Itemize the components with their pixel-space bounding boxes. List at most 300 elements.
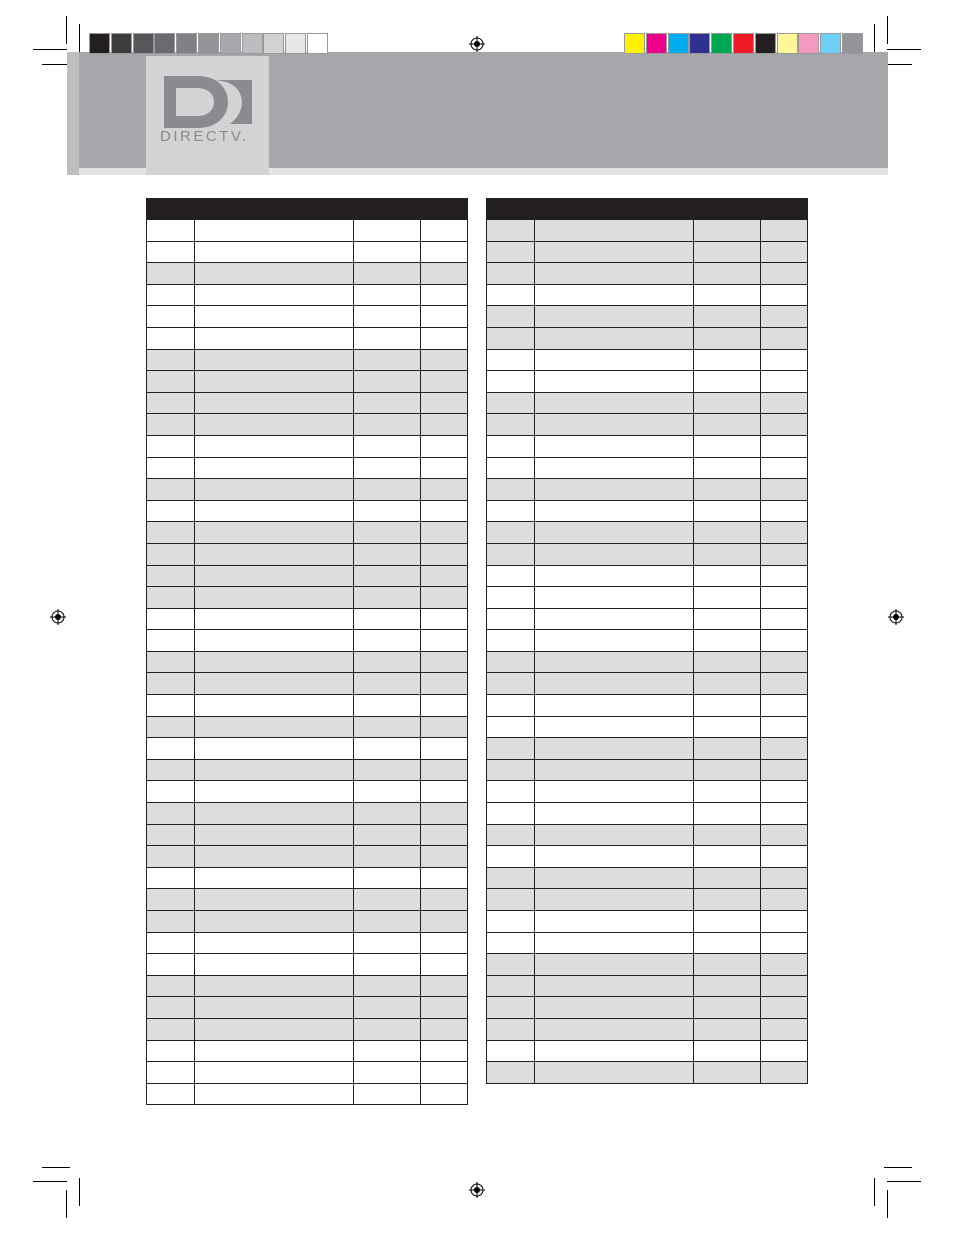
table-cell — [694, 328, 761, 349]
table-cell — [761, 933, 807, 954]
crop-mark — [42, 1167, 70, 1168]
table-cell — [147, 997, 195, 1018]
table-cell — [354, 760, 421, 781]
registration-mark-icon — [469, 1182, 485, 1198]
table-cell — [535, 587, 694, 608]
table-row — [147, 565, 467, 587]
table-cell — [354, 587, 421, 608]
table-row — [147, 543, 467, 565]
table-cell — [147, 263, 195, 284]
table-cell — [195, 587, 354, 608]
table-cell — [421, 825, 467, 846]
table-cell — [761, 350, 807, 371]
logo-panel — [146, 56, 269, 175]
table-cell — [354, 781, 421, 802]
table-cell — [694, 976, 761, 997]
table-cell — [487, 458, 535, 479]
crop-mark — [887, 1181, 921, 1182]
table-cell — [195, 263, 354, 284]
table-cell — [195, 544, 354, 565]
table-cell — [147, 609, 195, 630]
table-cell — [761, 976, 807, 997]
table-cell — [354, 803, 421, 824]
table-cell — [761, 911, 807, 932]
table-cell — [761, 717, 807, 738]
table-row — [147, 392, 467, 414]
table-row — [487, 1018, 807, 1040]
gray-swatch — [307, 33, 328, 54]
crop-mark — [42, 64, 70, 65]
table-cell — [487, 587, 535, 608]
table-cell — [195, 458, 354, 479]
table-row — [487, 888, 807, 910]
table-cell — [694, 522, 761, 543]
table-cell — [694, 738, 761, 759]
table-cell — [535, 846, 694, 867]
table-cell — [535, 350, 694, 371]
table-cell — [354, 1084, 421, 1105]
table-row — [147, 435, 467, 457]
table-cell — [761, 868, 807, 889]
table-cell — [487, 544, 535, 565]
table-cell — [535, 760, 694, 781]
table-cell — [421, 738, 467, 759]
table-cell — [421, 652, 467, 673]
table-cell — [421, 371, 467, 392]
table-cell — [535, 544, 694, 565]
table-cell — [694, 242, 761, 263]
table-cell — [354, 825, 421, 846]
table-row — [487, 629, 807, 651]
table-cell — [354, 436, 421, 457]
table-cell — [147, 371, 195, 392]
table-cell — [535, 263, 694, 284]
table-cell — [421, 544, 467, 565]
table-cell — [487, 1019, 535, 1040]
table-cell — [487, 781, 535, 802]
table-cell — [694, 609, 761, 630]
table-cell — [421, 350, 467, 371]
table-cell — [761, 803, 807, 824]
table-cell — [761, 544, 807, 565]
table-cell — [147, 1084, 195, 1105]
table-row — [147, 284, 467, 306]
table-cell — [421, 803, 467, 824]
table-cell — [147, 1062, 195, 1083]
table-row — [487, 262, 807, 284]
table-cell — [487, 1041, 535, 1062]
table-cell — [195, 954, 354, 975]
gray-swatch — [285, 33, 306, 54]
gray-swatch — [154, 33, 175, 54]
table-cell — [147, 825, 195, 846]
table-cell — [535, 522, 694, 543]
table-cell — [694, 630, 761, 651]
table-cell — [487, 1062, 535, 1083]
table-row — [147, 737, 467, 759]
table-cell — [535, 242, 694, 263]
table-cell — [421, 479, 467, 500]
table-row — [147, 241, 467, 263]
table-cell — [354, 501, 421, 522]
table-row — [487, 975, 807, 997]
table-cell — [195, 371, 354, 392]
table-cell — [535, 803, 694, 824]
table-cell — [147, 393, 195, 414]
table-row — [147, 845, 467, 867]
table-cell — [487, 350, 535, 371]
table-cell — [421, 587, 467, 608]
table-cell — [694, 566, 761, 587]
table-row — [487, 608, 807, 630]
table-cell — [535, 889, 694, 910]
table-row — [487, 672, 807, 694]
table-row — [487, 457, 807, 479]
table-cell — [354, 889, 421, 910]
table-cell — [761, 652, 807, 673]
table-cell — [421, 566, 467, 587]
table-cell — [694, 933, 761, 954]
table-cell — [421, 242, 467, 263]
table-cell — [487, 414, 535, 435]
table-cell — [421, 306, 467, 327]
table-row — [487, 241, 807, 263]
table-row — [147, 1018, 467, 1040]
table-row — [147, 629, 467, 651]
table-cell — [147, 436, 195, 457]
color-swatch — [689, 33, 710, 54]
table-cell — [195, 997, 354, 1018]
table-cell — [761, 825, 807, 846]
table-cell — [761, 306, 807, 327]
table-row — [147, 759, 467, 781]
table-cell — [421, 1084, 467, 1105]
table-cell — [535, 695, 694, 716]
table-cell — [195, 738, 354, 759]
table-cell — [761, 501, 807, 522]
table-cell — [354, 954, 421, 975]
table-cell — [535, 1041, 694, 1062]
table-cell — [421, 889, 467, 910]
table-cell — [354, 630, 421, 651]
table-row — [147, 1083, 467, 1105]
table-cell — [354, 997, 421, 1018]
table-cell — [487, 997, 535, 1018]
table-cell — [354, 371, 421, 392]
table-cell — [487, 933, 535, 954]
table-cell — [195, 328, 354, 349]
gray-swatch — [242, 33, 263, 54]
table-cell — [195, 479, 354, 500]
table-cell — [694, 1062, 761, 1083]
table-cell — [535, 738, 694, 759]
table-cell — [535, 285, 694, 306]
table-row — [147, 500, 467, 522]
crop-mark — [887, 49, 921, 50]
crop-mark — [874, 24, 875, 52]
table-cell — [147, 566, 195, 587]
table-cell — [535, 868, 694, 889]
table-cell — [487, 479, 535, 500]
table-cell — [535, 328, 694, 349]
table-cell — [421, 868, 467, 889]
table-cell — [195, 846, 354, 867]
table-cell — [354, 868, 421, 889]
crop-mark — [884, 1167, 912, 1168]
table-cell — [147, 889, 195, 910]
table-cell — [535, 825, 694, 846]
table-cell — [487, 285, 535, 306]
table-cell — [535, 436, 694, 457]
table-cell — [354, 350, 421, 371]
table-cell — [147, 911, 195, 932]
table-cell — [147, 976, 195, 997]
table-cell — [761, 889, 807, 910]
table-cell — [354, 1062, 421, 1083]
table-cell — [195, 630, 354, 651]
channel-table-right — [486, 198, 808, 1084]
table-cell — [487, 911, 535, 932]
color-swatch — [711, 33, 732, 54]
table-cell — [535, 501, 694, 522]
table-cell — [487, 393, 535, 414]
table-row — [487, 694, 807, 716]
table-row — [487, 370, 807, 392]
table-cell — [421, 414, 467, 435]
table-cell — [147, 781, 195, 802]
table-row — [147, 694, 467, 716]
table-cell — [354, 1019, 421, 1040]
table-cell — [761, 566, 807, 587]
crop-mark — [79, 24, 80, 52]
crop-mark — [66, 16, 67, 44]
table-cell — [761, 242, 807, 263]
table-cell — [535, 781, 694, 802]
table-cell — [147, 1019, 195, 1040]
table-cell — [421, 760, 467, 781]
table-row — [487, 500, 807, 522]
gray-swatch — [89, 33, 110, 54]
table-cell — [694, 350, 761, 371]
table-cell — [487, 630, 535, 651]
color-swatch — [820, 33, 841, 54]
table-cell — [694, 501, 761, 522]
table-row — [147, 953, 467, 975]
table-cell — [354, 458, 421, 479]
table-cell — [195, 889, 354, 910]
registration-mark-icon — [469, 36, 485, 52]
table-cell — [421, 1019, 467, 1040]
table-cell — [487, 522, 535, 543]
color-swatch — [842, 33, 863, 54]
table-row — [487, 543, 807, 565]
table-cell — [694, 436, 761, 457]
table-cell — [487, 717, 535, 738]
table-cell — [487, 825, 535, 846]
table-cell — [487, 242, 535, 263]
gray-swatch — [133, 33, 154, 54]
table-cell — [421, 1062, 467, 1083]
table-row — [147, 586, 467, 608]
table-cell — [694, 803, 761, 824]
logo-wordmark: DIRECTV. — [160, 128, 249, 145]
color-swatch — [668, 33, 689, 54]
table-cell — [354, 1041, 421, 1062]
table-cell — [694, 781, 761, 802]
table-cell — [694, 371, 761, 392]
table-cell — [147, 458, 195, 479]
table-cell — [487, 760, 535, 781]
table-cell — [147, 522, 195, 543]
crop-mark — [884, 64, 912, 65]
table-cell — [535, 997, 694, 1018]
table-cell — [195, 1041, 354, 1062]
table-cell — [761, 1019, 807, 1040]
table-cell — [421, 673, 467, 694]
table-cell — [195, 566, 354, 587]
table-row — [147, 780, 467, 802]
table-cell — [354, 242, 421, 263]
table-cell — [421, 393, 467, 414]
table-row — [487, 586, 807, 608]
table-cell — [535, 976, 694, 997]
table-cell — [195, 609, 354, 630]
table-cell — [761, 1062, 807, 1083]
table-cell — [195, 1019, 354, 1040]
table-cell — [535, 479, 694, 500]
table-cell — [147, 242, 195, 263]
table-cell — [487, 889, 535, 910]
table-row — [487, 867, 807, 889]
table-cell — [535, 458, 694, 479]
table-cell — [694, 587, 761, 608]
table-cell — [354, 522, 421, 543]
table-cell — [421, 1041, 467, 1062]
table-row — [487, 305, 807, 327]
table-cell — [694, 1041, 761, 1062]
table-cell — [354, 738, 421, 759]
color-swatch — [798, 33, 819, 54]
table-row — [487, 565, 807, 587]
crop-mark — [887, 16, 888, 44]
table-row — [487, 953, 807, 975]
table-cell — [147, 695, 195, 716]
table-cell — [487, 306, 535, 327]
directv-logo-icon — [164, 76, 252, 128]
table-cell — [761, 846, 807, 867]
table-cell — [487, 803, 535, 824]
table-row — [487, 284, 807, 306]
table-cell — [421, 609, 467, 630]
table-cell — [487, 868, 535, 889]
table-cell — [761, 954, 807, 975]
table-cell — [761, 522, 807, 543]
table-cell — [147, 328, 195, 349]
table-cell — [354, 393, 421, 414]
table-row — [147, 651, 467, 673]
table-cell — [487, 652, 535, 673]
table-cell — [147, 803, 195, 824]
table-row — [147, 478, 467, 500]
table-cell — [421, 263, 467, 284]
table-row — [487, 413, 807, 435]
crop-mark — [33, 49, 67, 50]
table-cell — [535, 911, 694, 932]
table-cell — [761, 997, 807, 1018]
table-cell — [487, 328, 535, 349]
table-cell — [535, 414, 694, 435]
table-cell — [147, 738, 195, 759]
table-cell — [761, 781, 807, 802]
table-cell — [195, 436, 354, 457]
table-cell — [694, 889, 761, 910]
table-cell — [421, 933, 467, 954]
table-row — [147, 305, 467, 327]
table-cell — [694, 285, 761, 306]
table-cell — [535, 393, 694, 414]
table-cell — [354, 328, 421, 349]
table-cell — [421, 954, 467, 975]
table-cell — [694, 652, 761, 673]
table-cell — [535, 371, 694, 392]
table-cell — [147, 1041, 195, 1062]
table-cell — [487, 976, 535, 997]
table-cell — [147, 954, 195, 975]
table-row — [487, 737, 807, 759]
table-cell — [195, 760, 354, 781]
table-cell — [487, 436, 535, 457]
table-cell — [694, 458, 761, 479]
table-row — [487, 521, 807, 543]
table-cell — [761, 587, 807, 608]
table-cell — [761, 609, 807, 630]
table-cell — [694, 760, 761, 781]
table-cell — [195, 825, 354, 846]
table-cell — [147, 868, 195, 889]
table-row — [147, 413, 467, 435]
table-cell — [421, 717, 467, 738]
table-cell — [195, 414, 354, 435]
table-cell — [761, 630, 807, 651]
table-cell — [421, 458, 467, 479]
table-cell — [761, 220, 807, 241]
table-row — [147, 975, 467, 997]
table-cell — [487, 609, 535, 630]
table-cell — [147, 846, 195, 867]
table-cell — [354, 566, 421, 587]
table-cell — [421, 846, 467, 867]
table-cell — [421, 328, 467, 349]
table-cell — [694, 954, 761, 975]
crop-mark — [66, 1190, 67, 1218]
table-cell — [694, 544, 761, 565]
channel-table-left — [146, 198, 468, 1105]
gray-swatch — [198, 33, 219, 54]
table-row — [147, 802, 467, 824]
table-cell — [354, 414, 421, 435]
table-cell — [147, 501, 195, 522]
table-cell — [195, 933, 354, 954]
table-cell — [761, 263, 807, 284]
table-row — [147, 888, 467, 910]
table-cell — [147, 652, 195, 673]
table-cell — [421, 501, 467, 522]
table-cell — [535, 717, 694, 738]
table-cell — [195, 393, 354, 414]
table-cell — [195, 285, 354, 306]
table-cell — [421, 285, 467, 306]
table-cell — [354, 544, 421, 565]
